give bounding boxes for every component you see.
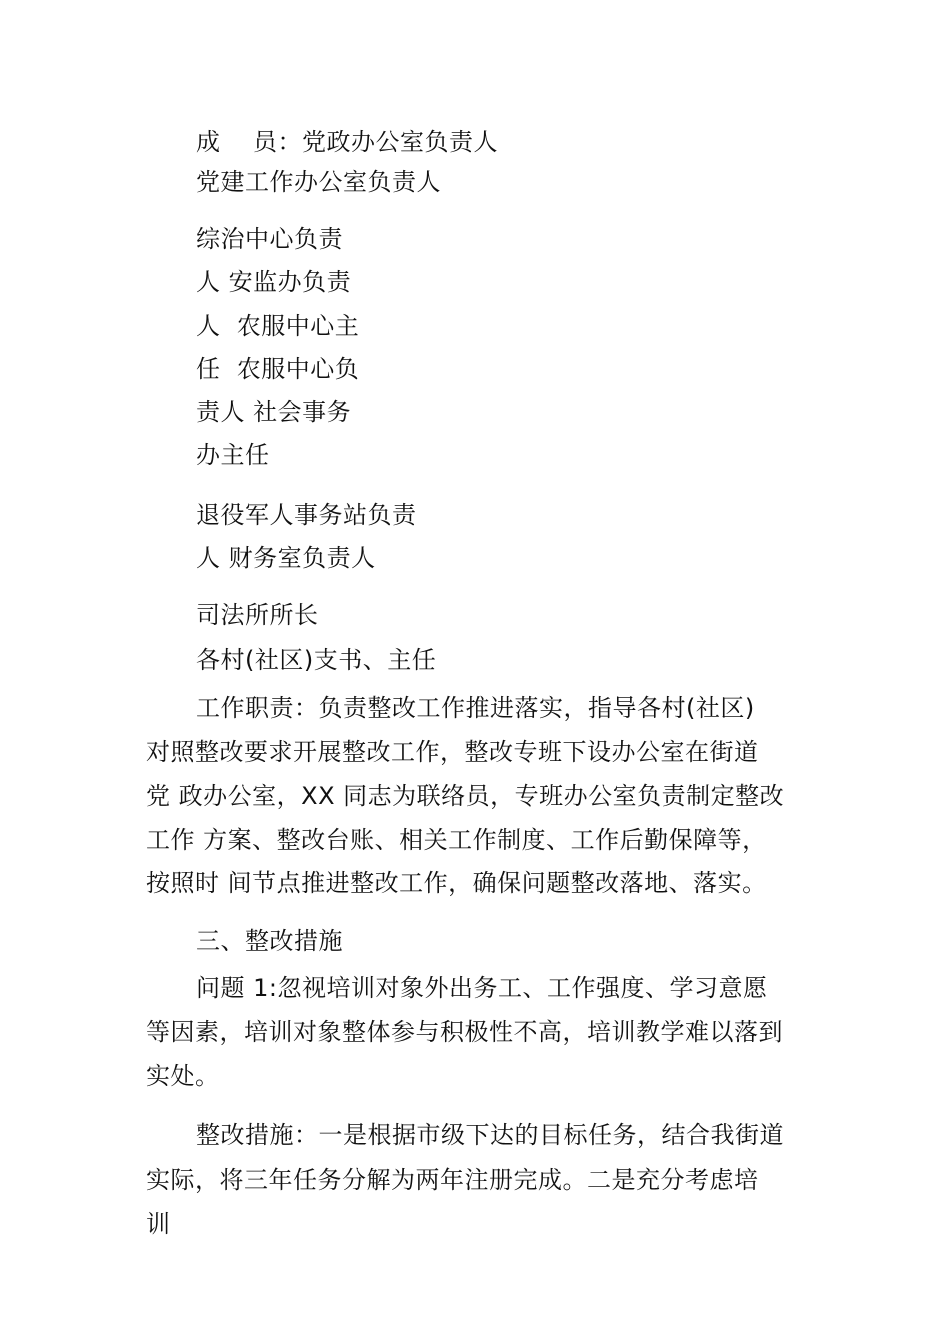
members-line-6: 任 农服中心负 bbox=[196, 355, 360, 383]
duties-line-4: 工作 方案、整改台账、相关工作制度、工作后勤保障等， bbox=[146, 826, 767, 854]
problem-line-2: 等因素，培训对象整体参与积极性不高，培训教学难以落到 bbox=[146, 1018, 783, 1046]
duties-line-2: 对照整改要求开展整改工作，整改专班下设办公室在街道 bbox=[146, 738, 759, 766]
duties-line-3: 党 政办公室，XX 同志为联络员，专班办公室负责制定整改 bbox=[146, 782, 785, 810]
members-line-11: 司法所所长 bbox=[196, 601, 319, 629]
members-line-4: 人 安监办负责 bbox=[196, 268, 352, 296]
members-line-3: 综治中心负责 bbox=[196, 225, 343, 253]
duties-line-5: 按照时 间节点推进整改工作，确保问题整改落地、落实。 bbox=[146, 869, 767, 897]
members-line-12: 各村(社区)支书、主任 bbox=[196, 646, 437, 674]
members-line-5: 人 农服中心主 bbox=[196, 312, 360, 340]
members-line-9: 退役军人事务站负责 bbox=[196, 501, 417, 529]
members-line-2: 党建工作办公室负责人 bbox=[196, 168, 441, 196]
measures-line-1: 整改措施：一是根据市级下达的目标任务，结合我街道 bbox=[196, 1121, 784, 1149]
measures-line-3: 训 bbox=[146, 1210, 171, 1238]
members-line-7: 责人 社会事务 bbox=[196, 398, 352, 426]
section-heading: 三、整改措施 bbox=[196, 927, 343, 955]
problem-line-1: 问题 1:忽视培训对象外出务工、工作强度、学习意愿 bbox=[196, 974, 768, 1002]
members-line-10: 人 财务室负责人 bbox=[196, 544, 376, 572]
members-line-8: 办主任 bbox=[196, 441, 270, 469]
duties-line-1: 工作职责：负责整改工作推进落实，指导各村(社区) bbox=[196, 694, 755, 722]
measures-line-2: 实际，将三年任务分解为两年注册完成。二是充分考虑培 bbox=[146, 1166, 759, 1194]
members-line-1: 成 员：党政办公室负责人 bbox=[196, 128, 499, 156]
problem-line-3: 实处。 bbox=[146, 1062, 220, 1090]
